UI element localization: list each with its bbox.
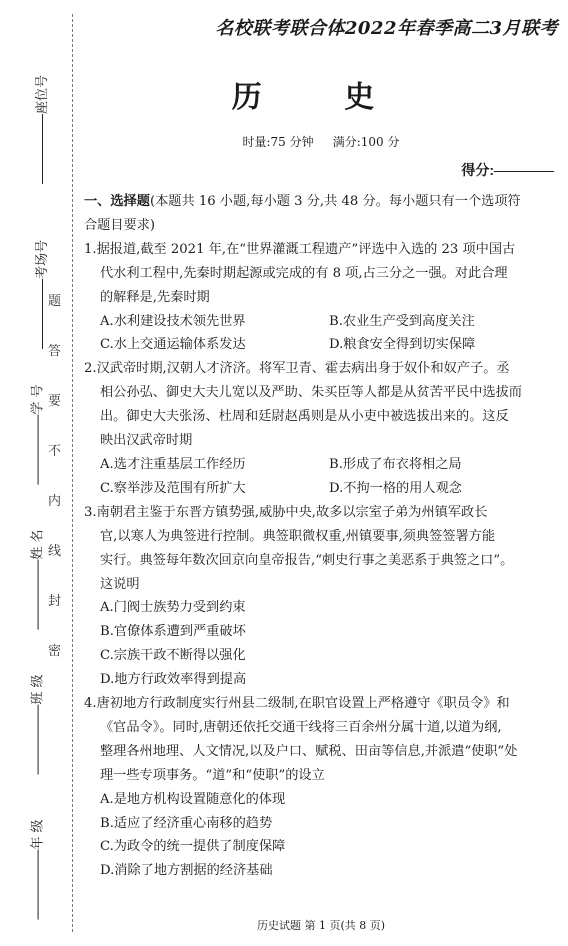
seal-char: 题 [48,294,62,309]
option-c[interactable]: C.察举涉及范围有所扩大 [100,480,246,496]
question-stem-line: 3.南朝君主鉴于东晋方镇势强,威胁中央,故多以宗室子弟为州镇军政长 [84,504,488,520]
class-field: 班 级 [27,674,46,774]
option-c[interactable]: C.水上交通运输体系发达 [100,337,246,353]
binding-margin [0,0,72,946]
option-b[interactable]: B.农业生产受到高度关注 [329,313,475,329]
question-stem-line: 理一些专项事务。“道”和“使职”的设立 [100,767,325,783]
exam-page [84,0,558,946]
question-stem-line: 出。御史大夫张汤、杜周和廷尉赵禹则是从小吏中被选拔出来的。这反 [100,409,509,425]
question-stem-line: 整理各州地理、人文情况,以及户口、赋税、田亩等信息,并派遣“使职”处 [100,743,518,759]
seal-char: 答 [48,344,62,359]
page-footer: 历史试题 第 1 页(共 8 页) [256,919,386,932]
option-a[interactable]: A.选才注重基层工作经历 [100,456,246,472]
seal-char: 线 [48,544,62,559]
seal-char: 密 [48,644,62,659]
option-d[interactable]: D.粮食安全得到切实保障 [329,337,476,353]
student-id-field: 学 号 [27,384,46,484]
option-row [84,477,558,501]
question-stem-line: 相公孙弘、御史大夫儿宽以及严助、朱买臣等人都是从贫苦平民中选拔而 [100,385,522,401]
time-limit: 时量:75 分钟 [242,135,314,149]
question-stem-line: 4.唐初地方行政制度实行州县二级制,在职官设置上严格遵守《职员令》和 [84,696,510,712]
question-stem-line: 《官品令》。同时,唐朝还依托交通干线将三百余州分属十道,以道为纲, [100,719,502,735]
name-field: 姓 名 [27,529,46,629]
option-row [84,333,558,357]
option-row [84,310,558,334]
question-stem-line: 官,以寒人为典签进行控制。典签职微权重,州镇要事,须典签签署方能 [100,528,496,544]
seal-char: 要 [48,394,62,409]
question-stem-line: 2.汉武帝时期,汉朝人才济济。将军卫青、霍去病出身于奴仆和奴产子。丞 [84,361,510,377]
question-1 [84,238,558,358]
section-instruction: (本题共 16 小题,每小题 3 分,共 48 分。每小题只有一个选项符 [149,194,521,209]
score-blank[interactable] [494,171,554,172]
question-3 [84,501,558,692]
option-a[interactable]: A.是地方机构设置随意化的体现 [100,791,286,807]
option-c[interactable]: C.为政令的统一提供了制度保障 [100,839,286,855]
option-a[interactable]: A.门阀士族势力受到约束 [100,600,246,616]
option-b[interactable]: B.官僚体系遭到严重破坏 [100,624,246,640]
exam-meta [84,133,558,150]
option-d[interactable]: D.地方行政效率得到提高 [100,672,247,688]
full-score: 满分:100 分 [332,135,400,149]
exam-title: 名校联考联合体2022年春季高二3月联考 [215,18,558,39]
section-instruction-cont: 合题目要求) [84,217,156,233]
seat-number-field: 座位号 [31,75,50,184]
question-4 [84,692,558,883]
option-c[interactable]: C.宗族干政不断得以强化 [100,648,246,664]
subject-title: 历 史 [231,80,411,115]
binding-cut-line [72,14,73,932]
seal-char: 不 [48,444,62,459]
seal-char: 内 [48,494,62,509]
section-title: 一、选择题 [84,194,150,209]
option-a[interactable]: A.水利建设技术领先世界 [100,313,246,329]
section-heading [84,190,558,214]
option-b[interactable]: B.适应了经济重心南移的趋势 [100,815,273,831]
question-stem-line: 1.据报道,截至 2021 年,在“世界灌溉工程遗产”评选中入选的 23 项中国古 [84,241,516,257]
score-label: 得分: [461,162,494,178]
seal-char: 封 [48,594,62,609]
option-b[interactable]: B.形成了布衣将相之局 [329,456,462,472]
questions-body [84,190,558,883]
option-d[interactable]: D.消除了地方割据的经济基础 [100,863,273,879]
score-field [461,160,554,180]
option-row [84,453,558,477]
question-stem-line: 代水利工程中,先秦时期起源或完成的有 8 项,占三分之一强。对此合理 [100,265,508,281]
question-2 [84,357,558,500]
question-stem-line: 这说明 [100,576,140,592]
question-stem-line: 的解释是,先秦时期 [100,289,210,305]
question-stem-line: 实行。典签每年数次回京向皇帝报告,“刺史行事之美恶系于典签之口”。 [100,552,514,568]
exam-room-field: 考场号 [31,240,50,349]
option-d[interactable]: D.不拘一格的用人观念 [329,480,462,496]
grade-field: 年 级 [27,819,46,919]
question-stem-line: 映出汉武帝时期 [100,433,193,449]
